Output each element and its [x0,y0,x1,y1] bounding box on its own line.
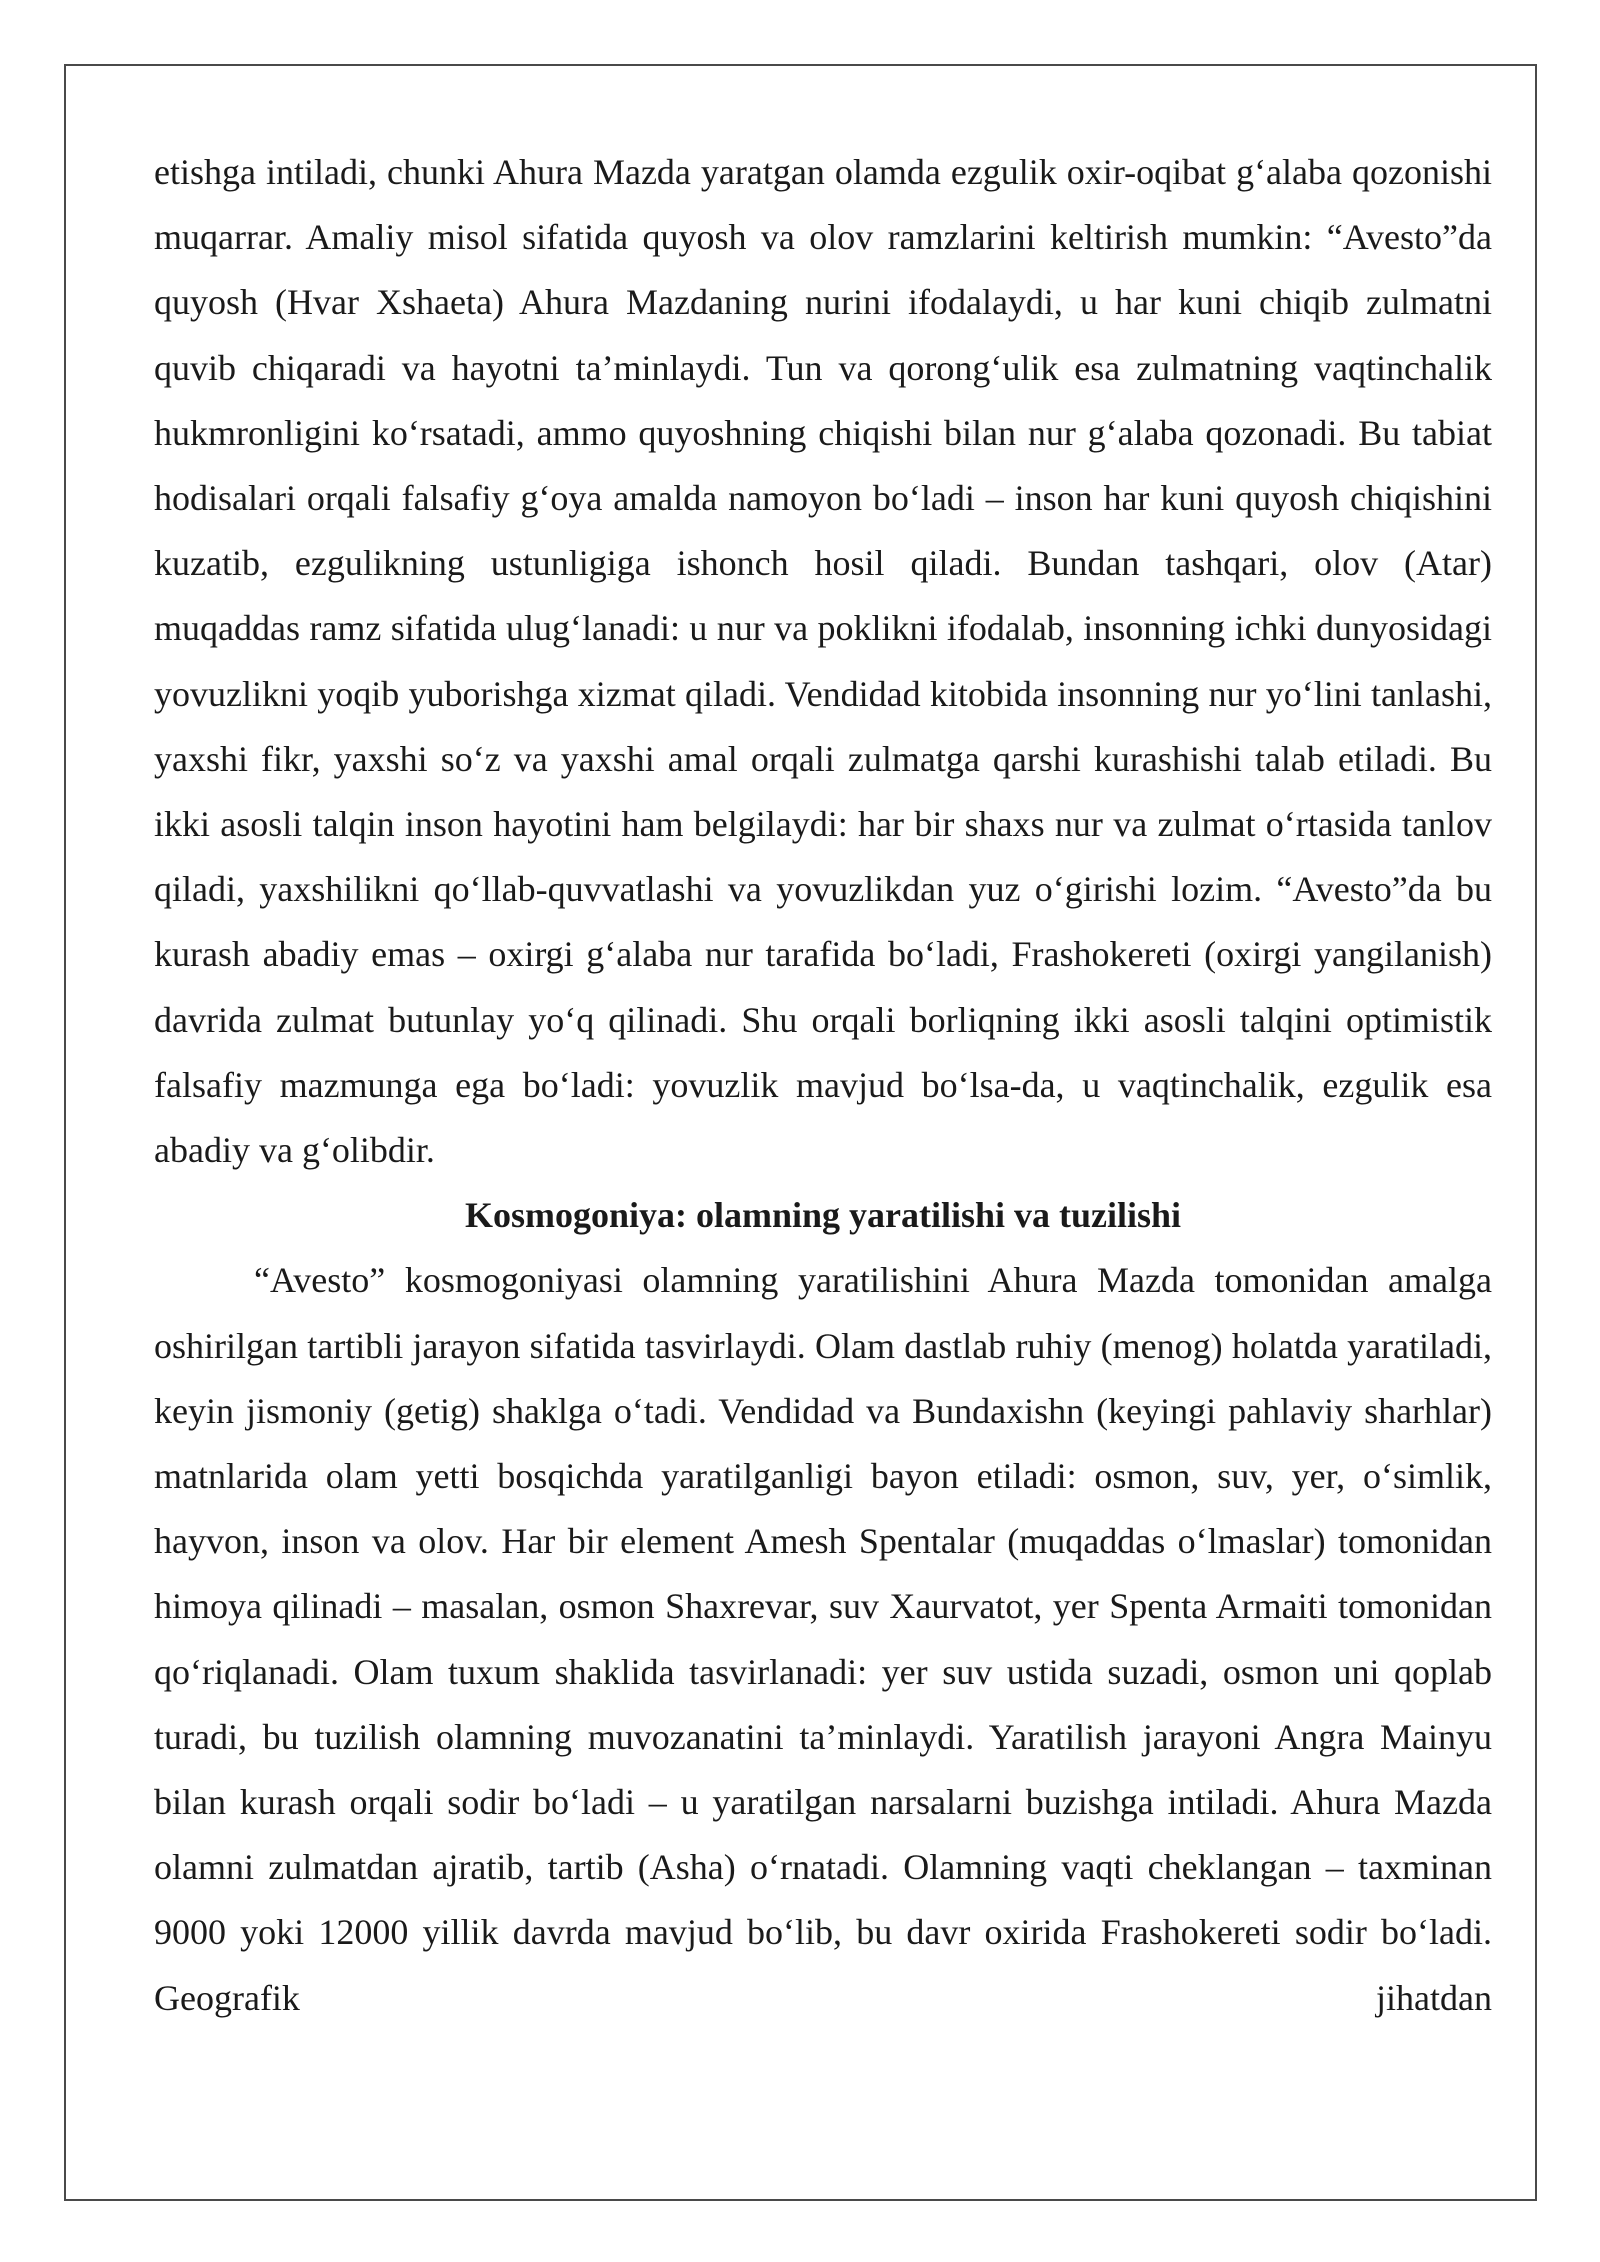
body-paragraph: etishga intiladi, chunki Ahura Mazda yaratgan olamda ezgulik oxir-oqibat g‘alaba qozonishi muqarrar. Amaliy misol sifatida quyosh va olov ramzlarini keltirish mumkin: “Avesto”da quyosh (Hvar Xshaeta) Ahura Mazdaning nurini ifodalaydi, u har kuni chiqib zulmatni quvib chiqaradi va hayotni ta’minlaydi. Tun va qorong‘ulik esa zulmatning vaqtinchalik hukmronligini ko‘rsatadi, ammo quyoshning chiqishi bilan nur g‘alaba qozonadi. Bu tabiat hodisalari orqali falsafiy g‘oya amalda namoyon bo‘ladi – inson har kuni quyosh chiqishini kuzatib, ezgulikning ustunligiga ishonch hosil qiladi. Bundan tashqari, olov (Atar) muqaddas ramz sifatida ulug‘lanadi: u nur va poklikni ifodalab, insonning ichki dunyosidagi yovuzlikni yoqib yuborishga xizmat qiladi. Vendidad kitobida insonning nur yo‘lini tanlashi, yaxshi fikr, yaxshi so‘z va yaxshi amal orqali zulmatga qarshi kurashishi talab etiladi. Bu ikki asosli talqin inson hayotini ham belgilaydi: har bir shaxs nur va zulmat o‘rtasida tanlov qiladi, yaxshilikni qo‘llab-quvvatlashi va yovuzlikdan yuz o‘girishi lozim. “Avesto”da bu kurash abadiy emas – oxirgi g‘alaba nur tarafida bo‘ladi, Frashokereti (oxirgi yangilanish) davrida zulmat butunlay yo‘q qilinadi. Shu orqali borliqning ikki asosli talqini optimistik falsafiy mazmunga ega bo‘ladi: yovuzlik mavjud bo‘lsa-da, u vaqtinchalik, ezgulik esa abadiy va g‘olibdir. [154,152,1492,1171]
section-heading: Kosmogoniya: olamning yaratilishi va tuzilishi [464,1195,1182,1236]
body-paragraph-continued: “Avesto” kosmogoniyasi olamning yaratilishini Ahura Mazda tomonidan amalga oshirilgan tartibli jarayon sifatida tasvirlaydi. Olam dastlab ruhiy (menog) holatda yaratiladi, keyin jismoniy (getig) shaklga o‘tadi. Vendidad va Bundaxishn (keyingi pahlaviy sharhlar) matnlarida olam yetti bosqichda yaratilganligi bayon etiladi: osmon, suv, yer, o‘simlik, hayvon, inson va olov. Har bir element Amesh Spentalar (muqaddas o‘lmaslar) tomonidan himoya qilinadi – masalan, osmon Shaxrevar, suv Xaurvatot, yer Spenta Armaiti tomonidan qo‘riqlanadi. Olam tuxum shaklida tasvirlanadi: yer suv ustida suzadi, osmon uni qoplab turadi, bu tuzilish olamning muvozanatini ta’minlaydi. Yaratilish jarayoni Angra Mainyu bilan kurash orqali sodir bo‘ladi – u yaratilgan narsalarni buzishga intiladi. Ahura Mazda olamni zulmatdan ajratib, tartib (Asha) o‘rnatadi. Olamning vaqti cheklangan – taxminan 9000 yoki 12000 yillik davrda mavjud bo‘lib, bu davr oxirida Frashokereti sodir bo‘ladi. Geografik jihatdan [154,1260,1492,2018]
page-content [154,140,1492,2018]
